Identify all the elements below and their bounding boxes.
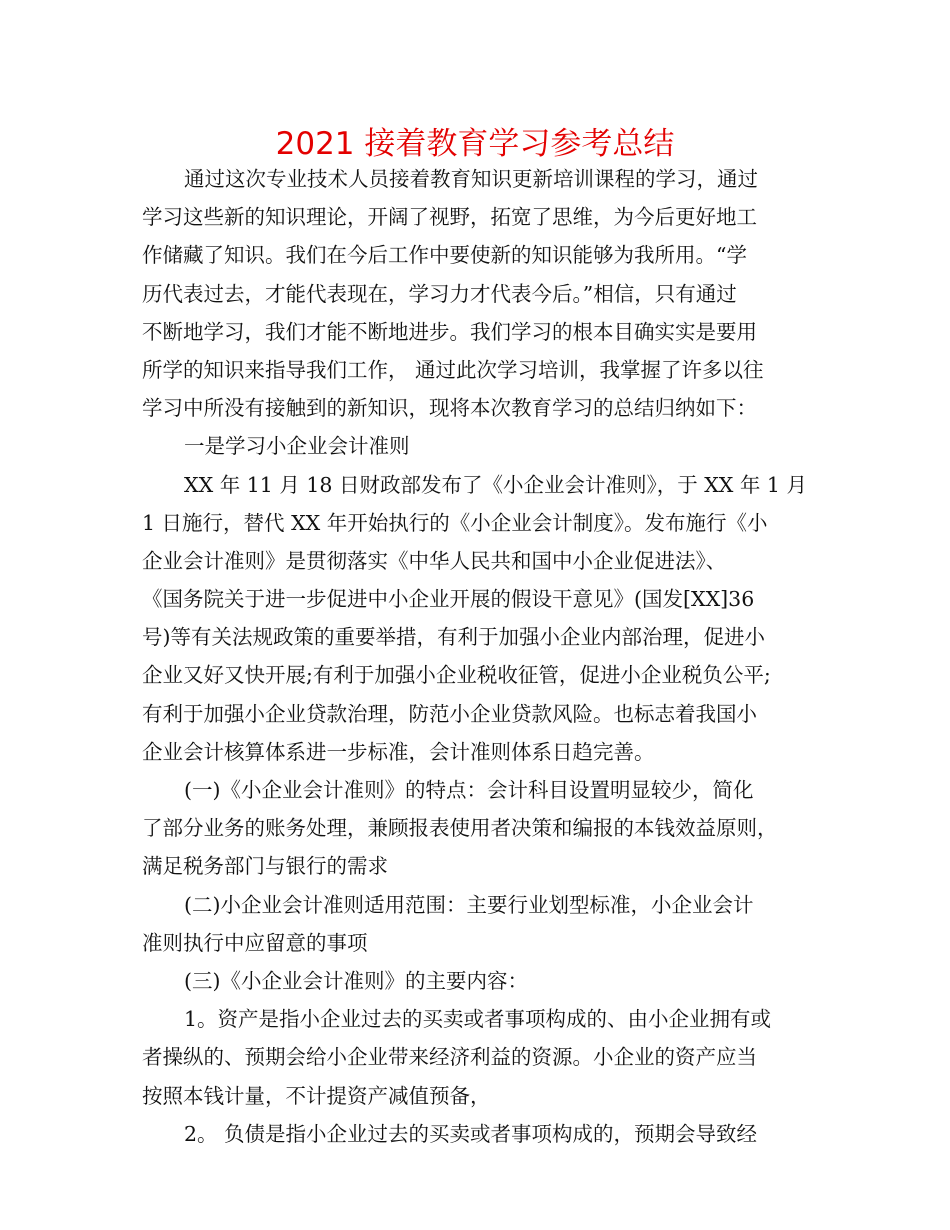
paragraph-line: 了部分业务的账务处理，兼顾报表使用者决策和编报的本钱效益原则， [142, 816, 778, 841]
paragraph-line: 通过这次专业技术人员接着教育知识更新培训课程的学习，通过 [184, 167, 758, 191]
paragraph-line: 准则执行中应留意的事项 [142, 930, 368, 955]
paragraph-line: 1 日施行，替代 XX 年开始执行的《小企业会计制度》。发布施行《小 [142, 510, 768, 535]
paragraph-line: 作储藏了知识。我们在今后工作中要使新的知识能够为我所用。“学 [142, 243, 747, 268]
paragraph-line: 历代表过去，才能代表现在，学习力才代表今后。”相信，只有通过 [142, 281, 737, 306]
paragraph-line: 企业又好又快开展;有利于加强小企业税收征管，促进小企业税负公平; [142, 663, 771, 688]
paragraph-line: 满足税务部门与银行的需求 [142, 854, 388, 879]
paragraph-line: 企业会计核算体系进一步标准，会计准则体系日趋完善。 [142, 739, 655, 764]
paragraph-line: 号)等有关法规政策的重要举措，有利于加强小企业内部治理，促进小 [142, 625, 765, 650]
paragraph-line: (三)《小企业会计准则》的主要内容： [184, 968, 528, 993]
paragraph-line: 2。 负债是指小企业过去的买卖或者事项构成的，预期会导致经 [184, 1121, 758, 1146]
paragraph-line: 按照本钱计量，不计提资产减值预备， [142, 1083, 491, 1108]
paragraph-line: XX 年 11 月 18 日财政部发布了《小企业会计准则》，于 XX 年 1 月 [184, 472, 807, 497]
paragraph-line: 所学的知识来指导我们工作， 通过此次学习培训，我掌握了许多以往 [142, 357, 764, 382]
paragraph-line: 企业会计准则》是贯彻落实《中华人民共和国中小企业促进法》、 [142, 548, 727, 573]
paragraph-line: 《国务院关于进一步促进中小企业开展的假设干意见》(国发[XX]36 [142, 587, 755, 612]
document-body [142, 160, 822, 1153]
paragraph-line: 学习这些新的知识理论，开阔了视野，拓宽了思维，为今后更好地工 [142, 205, 757, 230]
paragraph-line: (一)《小企业会计准则》的特点：会计科目设置明显较少，简化 [184, 778, 754, 802]
paragraph-line: 不断地学习，我们才能不断地进步。我们学习的根本目确实实是要用 [142, 319, 757, 344]
paragraph-line: 有利于加强小企业贷款治理，防范小企业贷款风险。也标志着我国小 [142, 701, 757, 726]
paragraph-line: 者操纵的、预期会给小企业带来经济利益的资源。小企业的资产应当 [142, 1045, 757, 1070]
document-title: 2021 接着教育学习参考总结 [275, 126, 675, 162]
section-heading: 一是学习小企业会计准则 [184, 434, 410, 459]
paragraph-line: 1。资产是指小企业过去的买卖或者事项构成的、由小企业拥有或 [184, 1007, 772, 1032]
paragraph-line: 学习中所没有接触到的新知识，现将本次教育学习的总结归纳如下： [142, 396, 757, 421]
paragraph-line: (二)小企业会计准则适用范围：主要行业划型标准，小企业会计 [184, 892, 754, 917]
